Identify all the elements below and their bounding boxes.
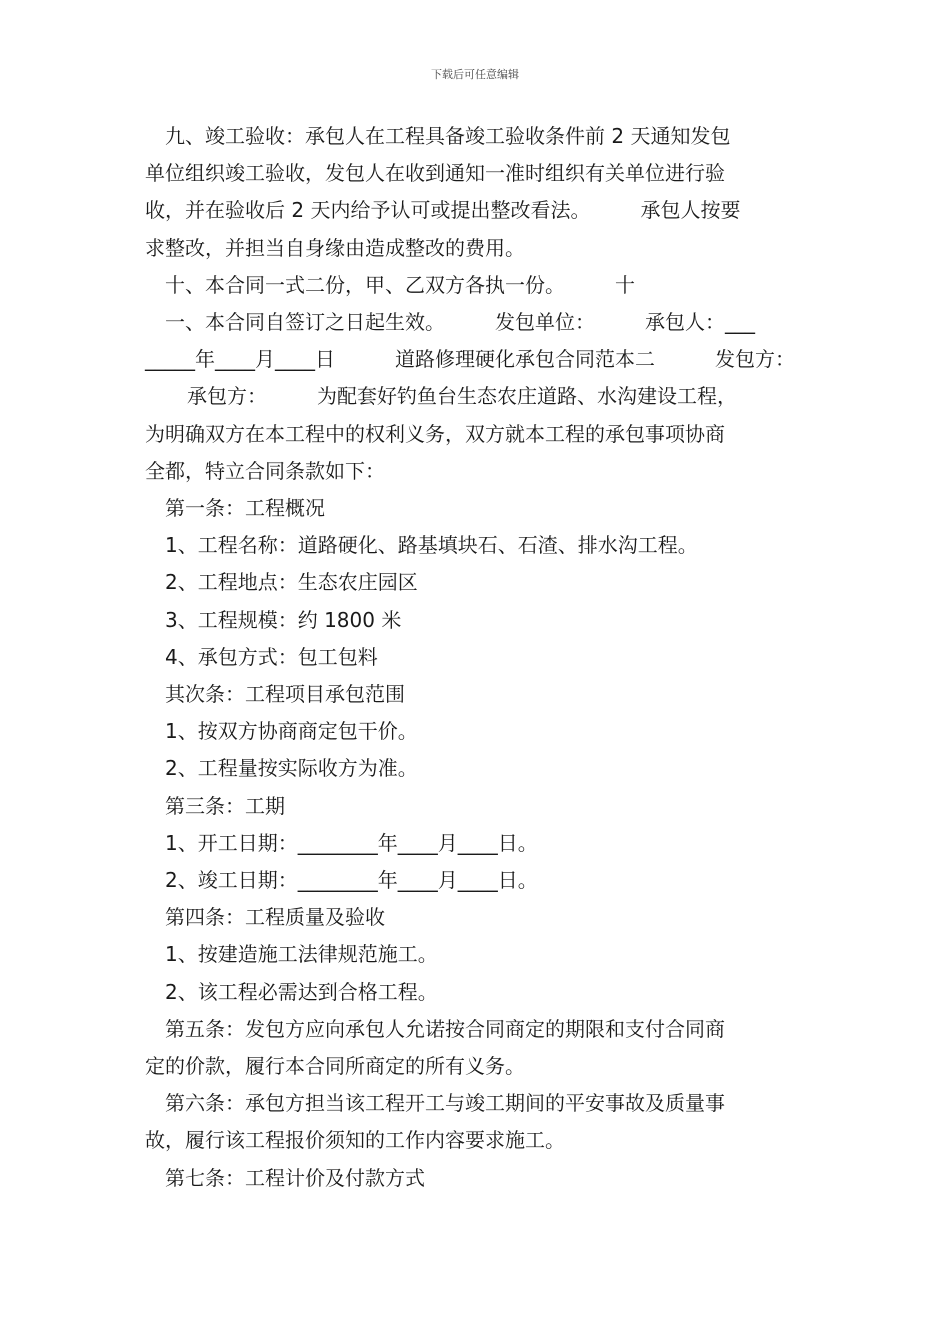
text-line: 其次条：工程项目承包范围: [165, 682, 405, 707]
text-line: 一、本合同自签订之日起生效。 发包单位： 承包人：___: [165, 310, 755, 335]
text-line: 第四条：工程质量及验收: [165, 905, 385, 930]
text-line: 承包方： 为配套好钓鱼台生态农庄道路、水沟建设工程，: [187, 384, 737, 409]
text-line: 第七条：工程计价及付款方式: [165, 1165, 425, 1190]
text-line: 故，履行该工程报价须知的工作内容要求施工。: [145, 1128, 565, 1153]
text-line: 第五条：发包方应向承包人允诺按合同商定的期限和支付合同商: [165, 1016, 725, 1041]
text-line: 第六条：承包方担当该工程开工与竣工期间的平安事故及质量事: [165, 1091, 725, 1116]
text-line: 第一条：工程概况: [165, 496, 325, 521]
text-line: _____年____月____日 道路修理硬化承包合同范本二 发包方：: [145, 347, 795, 372]
text-line: 单位组织竣工验收，发包人在收到通知一准时组织有关单位进行验: [145, 161, 725, 186]
text-line: 2、工程地点：生态农庄园区: [165, 570, 418, 595]
page-header: 下载后可任意编辑: [431, 68, 519, 81]
text-line: 第三条：工期: [165, 793, 285, 818]
text-line: 4、承包方式：包工包料: [165, 644, 378, 669]
text-line: 1、开工日期：________年____月____日。: [165, 830, 538, 855]
text-line: 收，并在验收后 2 天内给予认可或提出整改看法。 承包人按要: [145, 198, 741, 223]
text-line: 2、竣工日期：________年____月____日。: [165, 868, 538, 893]
text-line: 全都，特立合同条款如下：: [145, 458, 385, 483]
text-line: 1、按建造施工法律规范施工。: [165, 942, 438, 967]
text-line: 2、工程量按实际收方为准。: [165, 756, 418, 781]
text-line: 1、按双方协商商定包干价。: [165, 719, 418, 744]
text-line: 1、工程名称：道路硬化、路基填块石、石渣、排水沟工程。: [165, 533, 698, 558]
text-line: 求整改，并担当自身缘由造成整改的费用。: [145, 235, 525, 260]
text-line: 2、该工程必需达到合格工程。: [165, 979, 438, 1004]
text-line: 九、竣工验收：承包人在工程具备竣工验收条件前 2 天通知发包: [165, 124, 731, 148]
text-line: 3、工程规模：约 1800 米: [165, 607, 402, 632]
text-line: 为明确双方在本工程中的权利义务，双方就本工程的承包事项协商: [145, 421, 725, 446]
text-line: 十、本合同一式二份，甲、乙双方各执一份。 十: [165, 272, 635, 297]
text-line: 定的价款，履行本合同所商定的所有义务。: [145, 1054, 525, 1079]
document-body: [145, 118, 810, 1197]
